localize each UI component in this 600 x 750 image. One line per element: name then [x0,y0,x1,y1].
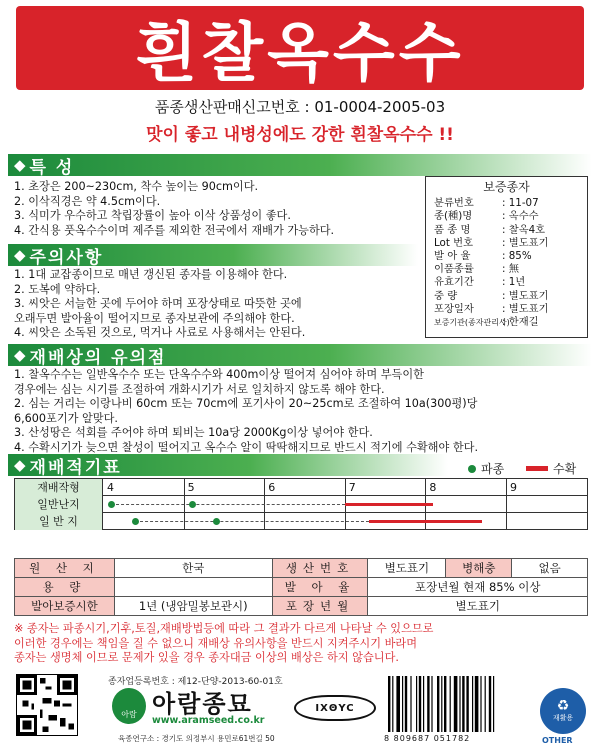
notice [14,622,590,666]
origin-key: 원 산 지 [15,559,115,578]
barcode-icon [384,676,530,734]
warranty-key: 포장일자 [434,302,474,315]
schedule-row-label: 일 반 지 [15,513,103,530]
schedule-row [15,496,587,513]
guarantee-key: 발아보증시한 [15,597,115,616]
sow-marker [189,501,196,508]
schedule-row-label: 일반난지 [15,496,103,513]
notice-line: ※ 종자는 파종시기,기후,토질,재배방법등에 따라 그 결과가 다르게 나타날 수 있으므로 [14,622,434,635]
warranty-row [434,237,579,250]
slogan: 맛이 좋고 내병성에도 강한 흰찰옥수수 !! [146,125,454,145]
sow-marker [132,518,139,525]
warranty-row [434,303,579,316]
warranty-value: : 옥수수 [502,210,539,223]
list-item: 경우에는 심는 시기를 조절하여 개화시기가 서로 일치하지 않도록 해야 한다. [14,382,385,396]
address: 육종연구소 : 경기도 의정부시 용민로61번길 50 [118,734,275,743]
month-label: 9 [510,481,517,494]
warranty-row [434,224,579,237]
warranty-title: 보증종자 [483,180,530,194]
list-item: 3. 씨앗은 서늘한 곳에 두어야 하며 포장상태로 따뜻한 곳에 [14,297,302,311]
harvest-bar-icon [526,466,548,471]
warranty-key: Lot 번호 [434,236,474,249]
month-label: 5 [187,481,195,494]
warranty-row [434,290,579,303]
warranty-value: : 1년 [502,276,526,289]
diamond-icon: ◆ [14,246,26,264]
warranty-key: 중 량 [434,289,458,302]
list-item: 4. 씨앗은 소독된 것으로, 먹거나 사료로 사용해서는 안된다. [14,326,306,340]
recycle-other-label: OTHER [542,736,573,745]
warranty-value: : 無 [502,263,520,276]
warranty-key: 보증기관(종자관리사) [434,318,510,328]
harvest-marker [345,503,434,506]
list-item: 1. 초장은 200~230cm, 착수 높이는 90cm이다. [14,180,259,193]
features-list [14,180,334,238]
warranty-key: 이품종률 [434,263,474,276]
schedule-heading: ◆ 재배적기표 [8,454,448,476]
diamond-icon: ◆ [14,346,26,364]
registration-number: 품종생산판매신고번호 : 01-0004-2005-03 [154,98,446,116]
month-label: 6 [268,481,276,494]
warranty-key: 발 아 율 [434,250,471,263]
warranty-value: : 별도표기 [502,236,549,249]
diamond-icon: ◆ [14,456,26,474]
warranty-row [434,210,579,223]
cautions-heading: ◆ 주의사항 [8,244,418,266]
brand-name: 아람종묘 [152,690,253,718]
warranty-key: 분류번호 [434,197,474,210]
growth-period-line [135,521,369,522]
warranty-row [434,276,579,289]
month-label: 4 [107,481,114,494]
list-item: 3. 식미가 우수하고 착립장률이 높아 이삭 상품성이 좋다. [14,209,291,223]
growth-period-line [111,504,345,505]
list-item: 오래두면 발아율이 떨어지므로 종자보관에 주의해야 한다. [14,311,295,325]
cultivation-heading: ◆ 재배상의 유의점 [8,344,592,366]
list-item: 2. 심는 거리는 이랑나비 60cm 또는 70cm에 포기사이 20~25cm로 조절하여 10a(300평)당 [14,397,478,411]
warranty-box [425,176,588,338]
warranty-row [434,197,579,210]
warranty-value: : 한재길 [502,316,539,329]
recycle-icon: ♻ 재활용 [540,688,586,734]
product-title: 흰찰옥수수 [135,17,465,91]
cautions-list [14,268,305,341]
capacity-key: 용 량 [15,578,115,597]
warranty-value: : 별도표기 [502,289,549,302]
warranty-value: : 찰옥4호 [502,223,546,236]
notice-line: 종자는 생명체 이므로 문제가 있을 경우 종자대금 이상의 배상은 하지 않습니다. [14,651,399,665]
schedule-row [15,513,587,530]
diamond-icon: ◆ [14,156,26,174]
germ-value: 포장년월 현재 85% 이상 [368,578,588,597]
list-item: 2. 이삭직경은 약 4.5cm이다. [14,194,161,208]
packdate-key: 포장년월 [272,597,368,616]
list-item: 4. 수확시기가 늦으면 찰성이 떨어지고 옥수수 알이 딱딱해지므로 반드시 적기에 수확해야 한다. [14,440,479,454]
warranty-key: 유효기간 [434,276,474,289]
warranty-row [434,263,579,276]
sow-dot-icon [468,465,476,473]
prodno-key: 생산번호 [272,559,368,578]
list-item: 2. 도복에 약하다. [14,282,101,296]
guarantee-value: 1년 (냉암밀봉보관시) [114,597,272,616]
warranty-value: : 85% [502,250,532,263]
schedule-header-label: 재배작형 [15,479,103,496]
notice-line: 이러한 경우에는 책임을 질 수 없으니 재배상 유의사항을 반드시 지켜주시기 바라며 [14,636,418,650]
prodno-value: 별도표기 [368,559,446,578]
origin-value: 한국 [114,559,272,578]
legend-harvest: 수확 [526,460,576,477]
list-item: 4. 간식용 풋옥수수이며 제주를 제외한 전국에서 재배가 가능하다. [14,223,335,237]
warranty-row [434,316,579,329]
month-label: 8 [429,481,437,494]
schedule-header-row [15,479,587,496]
schedule-table [14,478,588,530]
list-item: 6,600포기가 알맞다. [14,411,118,425]
warranty-value: : 11-07 [502,197,539,210]
warranty-row [434,250,579,263]
cultivation-list [14,368,478,456]
legend-sow: 파종 [468,460,504,477]
disease-value: 없음 [512,559,588,578]
harvest-marker [369,520,482,523]
list-item: 1. 1대 교잡종이므로 매년 갱신된 종자를 이용해야 한다. [14,268,288,281]
warranty-key: 품 종 명 [434,223,471,236]
warranty-value: : 별도표기 [502,302,549,315]
info-table [14,558,588,616]
warranty-key: 종(種)명 [434,210,473,223]
brand-url: www.aramseed.co.kr [152,715,265,726]
packdate-value: 별도표기 [368,597,588,616]
company-registration: 종자업등록번호 : 제12-단양-2013-60-01호 [108,677,283,687]
sow-marker [213,518,220,525]
brand-logo-icon: 아람 [112,688,146,724]
list-item: 3. 산성땅은 석회를 주어야 하며 퇴비는 10a당 2000Kg이상 넣어야 한다. [14,426,373,440]
barcode-number: 8 809687 051782 [384,734,471,743]
sow-marker [108,501,115,508]
title-banner [16,6,584,90]
ichthys-fish-icon: IXΘYC [294,695,376,721]
list-item: 1. 찰옥수수는 일반옥수수 또는 단옥수수와 400m이상 떨어져 심어야 하며 부득이한 [14,368,424,381]
capacity-value [114,578,272,597]
month-label: 7 [348,481,356,494]
qr-code-icon [16,674,78,736]
germ-key: 발 아 율 [272,578,368,597]
features-heading: ◆ 특 성 [8,154,592,176]
disease-key: 병해충 [446,559,512,578]
